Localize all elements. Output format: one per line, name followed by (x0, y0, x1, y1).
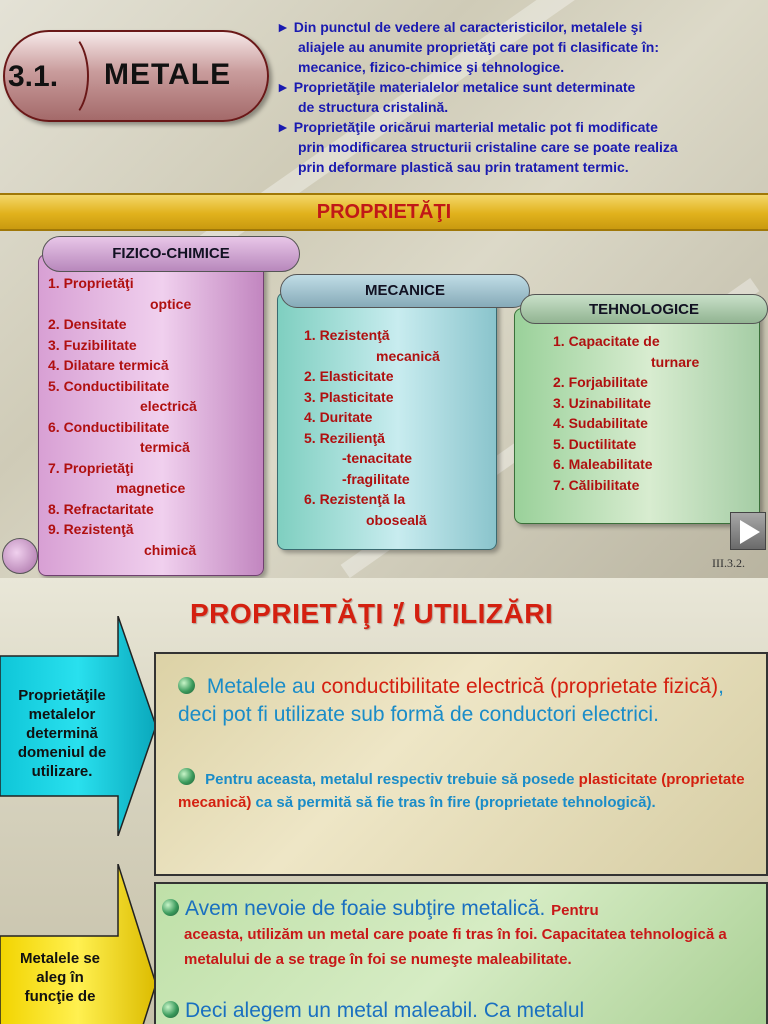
yellow-callout-text: Metalele se aleg în funcţie de (19, 950, 101, 1005)
list-item: 6. Conductibilitate termică (48, 418, 190, 455)
list-mecanice (304, 325, 440, 530)
scroll-title-tehnologice: TEHNOLOGICE (520, 294, 768, 324)
list-tehnologice (553, 331, 699, 495)
list-item: 5. Rezilienţă -tenacitate -fragilitate (304, 429, 413, 487)
intro-line: prin deformare plastică sau prin tratament termic. (298, 159, 629, 175)
section-number: 3.1. (8, 60, 59, 93)
list-item: 1. Rezistenţă mecanică (304, 327, 440, 364)
intro-line: prin modificarea structurii cristaline care se poate realiza (298, 139, 678, 155)
properties-banner: PROPRIETĂŢI (0, 193, 768, 231)
next-slide-button[interactable] (730, 512, 766, 550)
section-title: METALE (104, 58, 232, 91)
intro-line: Proprietăţile materialelor metalice sunt determinate (293, 79, 636, 95)
list-item: 1. Proprietăţi optice (48, 275, 192, 312)
list-item: 6. Maleabilitate (553, 456, 653, 472)
list-item: 7. Proprietăţi magnetice (48, 459, 186, 496)
gem-bullet-icon (162, 1001, 179, 1018)
paragraph-sheet-metal: Avem nevoie de foaie subţire metalică. Pentru aceasta, utilizăm un metal care poate fi tras în foi. Capacitatea tehnologică a metalului de a se trage în foi se numeşte maleabilitate. (162, 896, 762, 972)
slide-title: PROPRIETĂŢI ⁒ UTILIZĂRI (190, 598, 554, 629)
intro-paragraph (276, 77, 768, 117)
intro-line: mecanice, fizico-chimice şi tehnologice. (298, 59, 565, 75)
list-item: 2. Densitate (48, 316, 127, 332)
intro-text (276, 17, 768, 177)
gem-bullet-icon (162, 899, 179, 916)
arrow-bullet-icon: ► (276, 79, 290, 95)
list-item: 4. Dilatare termică (48, 357, 169, 373)
list-item: 2. Forjabilitate (553, 374, 648, 390)
list-item: 6. Rezistenţă la oboseală (304, 491, 427, 528)
intro-paragraph (276, 17, 768, 77)
paragraph-plasticity: Pentru aceasta, metalul respectiv trebuie să posede plasticitate (proprietate mecanică) ca să permită să fie tras în fire (proprietate tehnologică). (178, 768, 758, 814)
gem-bullet-icon (178, 677, 195, 694)
list-item: 9. Rezistenţă chimică (48, 521, 197, 558)
intro-line: Proprietăţile oricărui marterial metalic pot fi modificate (293, 119, 658, 135)
scroll-title-fizico-chimice: FIZICO-CHIMICE (42, 236, 300, 272)
intro-line: de structura cristalină. (298, 99, 449, 115)
arrow-bullet-icon: ► (276, 19, 290, 35)
list-item: 3. Uzinabilitate (553, 394, 652, 411)
list-item: 3. Plasticitate (304, 388, 394, 405)
list-item: 7. Călibilitate (553, 476, 640, 493)
intro-line: Din punctul de vedere al caracteristicilor, metalele şi (293, 19, 643, 35)
intro-line: aliajele au anumite proprietăţi care pot fi clasificate în: (298, 39, 659, 55)
gem-bullet-icon (178, 768, 195, 785)
arrow-bullet-icon: ► (276, 119, 290, 135)
list-item: 5. Conductibilitate electrică (48, 377, 197, 414)
scroll-curl (2, 538, 38, 574)
list-item: 4. Sudabilitate (553, 415, 648, 431)
list-item: 3. Fuzibilitate (48, 336, 137, 353)
slide-proprietati-utilizari (0, 578, 768, 1024)
list-item: 4. Duritate (304, 409, 373, 425)
scroll-title-mecanice: MECANICE (280, 274, 530, 308)
intro-paragraph (276, 117, 768, 177)
list-item: 1. Capacitate de turnare (553, 333, 700, 370)
list-item: 8. Refractaritate (48, 500, 154, 517)
list-item: 2. Elasticitate (304, 368, 394, 384)
cyan-callout-text: Proprietăţile metalelor determină domeniul de utilizare. (17, 687, 107, 780)
list-item: 5. Ductilitate (553, 435, 637, 452)
list-fizico-chimice (48, 273, 197, 560)
paragraph-conductivity: Metalele au conductibilitate electrică (proprietate fizică), deci pot fi utilizate sub formă de conductori electrici. (178, 675, 724, 726)
paragraph-malleable: Deci alegem un metal maleabil. Ca metalul (162, 998, 762, 1024)
slide-id: III.3.2. (712, 556, 745, 570)
